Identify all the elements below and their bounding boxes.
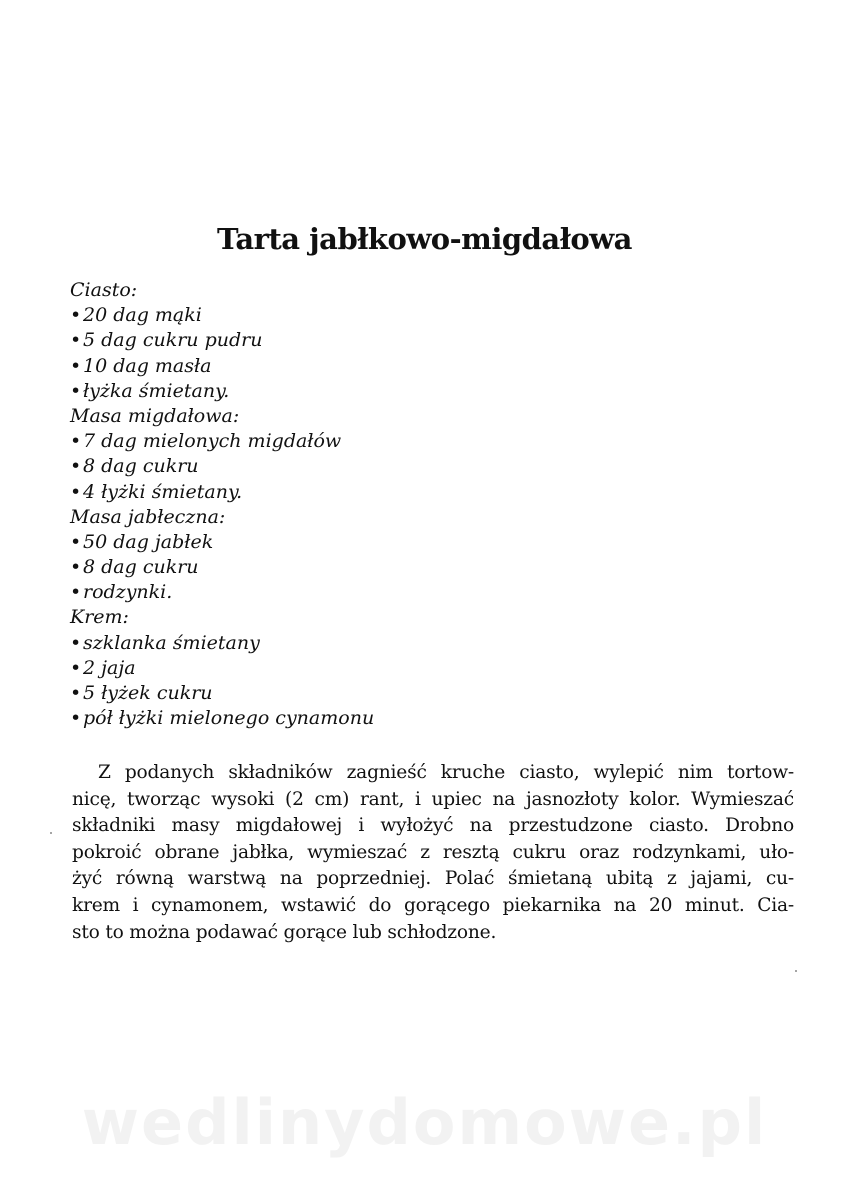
method-line: składniki masy migdałowej i wyłożyć na przestudzone ciasto. Drobno xyxy=(72,815,794,837)
recipe-title: Tarta jabłkowo-migdałowa xyxy=(217,222,632,256)
ingredient-item xyxy=(70,328,670,353)
ingredient-item xyxy=(70,480,670,505)
bullet-icon: • xyxy=(70,354,82,377)
watermark: wedlinydomowe.pl xyxy=(81,1086,768,1159)
bullet-icon: • xyxy=(70,304,82,327)
ingredient-text: 10 dag masła xyxy=(83,354,212,377)
ingredient-text: 8 dag cukru xyxy=(83,455,199,478)
ingredient-section-heading: Masa migdałowa: xyxy=(70,404,240,427)
ingredient-item xyxy=(70,681,670,706)
method-line: krem i cynamonem, wstawić do gorącego piekarnika na 20 minut. Cia- xyxy=(72,894,794,916)
bullet-icon: • xyxy=(70,556,82,579)
ingredient-item xyxy=(70,580,670,605)
ingredient-text: rodzynki. xyxy=(83,581,173,604)
ingredient-text: łyżka śmietany. xyxy=(83,379,230,402)
method-paragraph xyxy=(72,760,794,946)
bullet-icon: • xyxy=(70,455,82,478)
bullet-icon: • xyxy=(70,581,82,604)
bullet-icon: • xyxy=(70,480,82,503)
bullet-icon: • xyxy=(70,530,82,553)
bullet-icon: • xyxy=(70,631,82,654)
bullet-icon: • xyxy=(70,707,82,730)
method-line: pokroić obrane jabłka, wymieszać z resztą cukru oraz rodzynkami, uło- xyxy=(72,841,794,863)
ingredient-item xyxy=(70,379,670,404)
ingredient-text: szklanka śmietany xyxy=(83,631,260,654)
ingredient-text: 8 dag cukru xyxy=(83,556,199,579)
ingredient-text: 50 dag jabłek xyxy=(83,530,214,553)
bullet-icon: • xyxy=(70,430,82,453)
method-line: Z podanych składników zagnieść kruche ciasto, wylepić nim tortow- xyxy=(98,762,794,783)
ingredient-text: 5 łyżek cukru xyxy=(83,682,213,704)
scan-speck xyxy=(795,970,797,972)
bullet-icon: • xyxy=(70,329,82,352)
bullet-icon: • xyxy=(70,682,82,704)
ingredient-text: 20 dag mąki xyxy=(83,304,202,327)
ingredient-item xyxy=(70,555,670,580)
ingredient-item xyxy=(70,454,670,479)
ingredient-item xyxy=(70,706,670,731)
scan-speck xyxy=(50,832,52,834)
ingredient-item xyxy=(70,354,670,379)
ingredients-list xyxy=(70,278,670,731)
method-line: żyć równą warstwą na poprzedniej. Polać śmietaną ubitą z jajami, cu- xyxy=(72,868,794,890)
ingredient-item xyxy=(70,631,670,656)
ingredient-item xyxy=(70,530,670,555)
ingredient-text: pół łyżki mielonego cynamonu xyxy=(83,707,375,730)
bullet-icon: • xyxy=(70,656,82,679)
ingredient-section-heading: Masa jabłeczna: xyxy=(70,505,226,528)
ingredient-section-heading: Krem: xyxy=(70,606,129,629)
ingredient-text: 5 dag cukru pudru xyxy=(83,329,263,352)
bullet-icon: • xyxy=(70,379,82,402)
ingredient-item xyxy=(70,429,670,454)
ingredient-text: 7 dag mielonych migdałów xyxy=(83,430,342,453)
ingredient-item xyxy=(70,303,670,328)
ingredient-text: 4 łyżki śmietany. xyxy=(83,480,243,503)
ingredient-text: 2 jaja xyxy=(83,656,136,679)
ingredient-item xyxy=(70,656,670,681)
method-line: nicę, tworząc wysoki (2 cm) rant, i upiec na jasnozłoty kolor. Wymieszać xyxy=(72,788,794,810)
ingredient-section-heading: Ciasto: xyxy=(70,279,138,301)
method-line: sto to można podawać gorące lub schłodzone. xyxy=(72,921,497,943)
